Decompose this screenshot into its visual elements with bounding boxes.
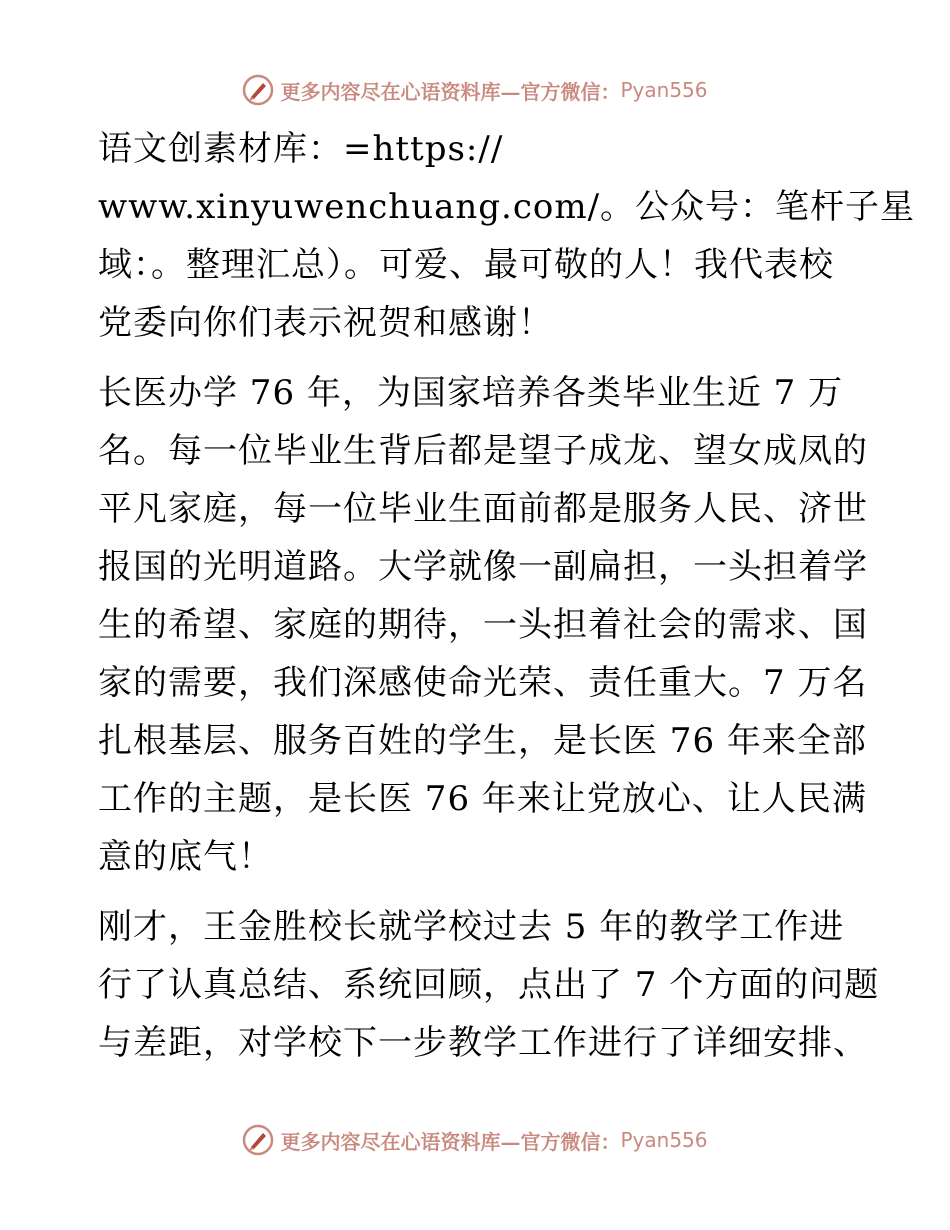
text-line: 生的希望、家庭的期待，一头担着社会的需求、国	[98, 605, 868, 645]
quill-logo-icon	[242, 74, 274, 106]
banner-text: 更多内容尽在心语资料库—官方微信：	[280, 1129, 621, 1154]
text-line: 名。每一位毕业生背后都是望子成龙、望女成凤的	[98, 431, 868, 471]
header-watermark-banner	[0, 70, 950, 110]
banner-text: 更多内容尽在心语资料库—官方微信：	[280, 79, 621, 104]
text-line: 报国的光明道路。大学就像一副扁担，一头担着学	[98, 547, 868, 587]
text-line: 意的底气！	[98, 837, 273, 877]
footer-watermark-banner	[0, 1120, 950, 1160]
quill-logo-icon	[242, 1124, 274, 1156]
paragraph-2	[98, 364, 868, 886]
text-line: 工作的主题，是长医 76 年来让党放心、让人民满	[98, 779, 867, 819]
text-line: 语文创素材库：=https://	[98, 129, 504, 169]
text-line: 长医办学 76 年，为国家培养各类毕业生近 7 万	[98, 373, 844, 413]
text-line: 刚才，王金胜校长就学校过去 5 年的教学工作进	[98, 907, 845, 947]
text-line: 平凡家庭，每一位毕业生面前都是服务人民、济世	[98, 489, 868, 529]
paragraph-3	[98, 898, 880, 1072]
paragraph-1	[98, 120, 916, 352]
banner-wechat-id: Pyan556	[620, 78, 708, 102]
banner-wechat-id: Pyan556	[620, 1128, 708, 1152]
document-body	[98, 120, 916, 1072]
text-line: 行了认真总结、系统回顾，点出了 7 个方面的问题	[98, 965, 880, 1005]
text-line: www.xinyuwenchuang.com/。公众号：笔杆子星	[98, 187, 916, 227]
text-line: 域：。整理汇总）。可爱、最可敬的人！我代表校	[98, 245, 834, 285]
paragraph-spacer	[98, 352, 858, 364]
paragraph-spacer	[98, 886, 858, 898]
text-line: 扎根基层、服务百姓的学生，是长医 76 年来全部	[98, 721, 867, 761]
text-line: 与差距，对学校下一步教学工作进行了详细安排、	[98, 1023, 868, 1063]
text-line: 党委向你们表示祝贺和感谢！	[98, 303, 553, 343]
text-line: 家的需要，我们深感使命光荣、责任重大。7 万名	[98, 663, 868, 703]
